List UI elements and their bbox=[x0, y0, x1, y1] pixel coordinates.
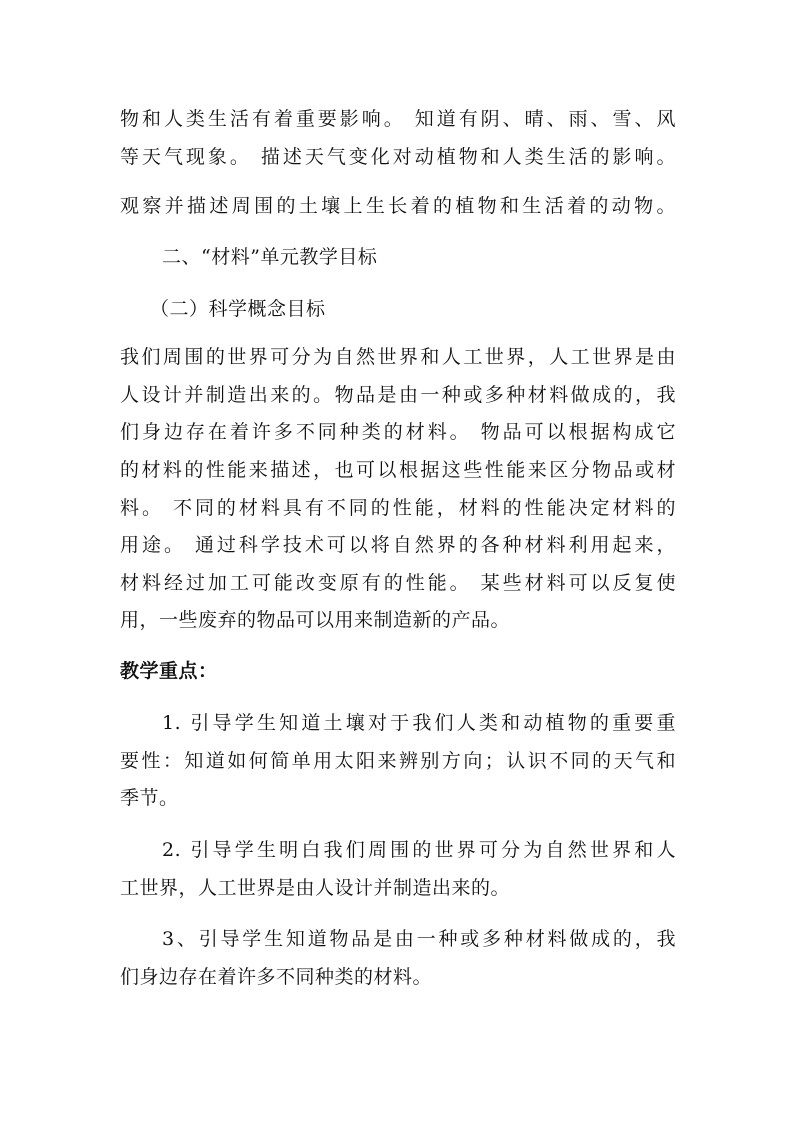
text-line: 材料经过加工可能改变原有的性能。 某些材料可以反复使 bbox=[120, 572, 676, 594]
key-points-heading: 教学重点： bbox=[120, 660, 218, 682]
text-line: 物和人类生活有着重要影响。 知道有阴、晴、雨、雪、风 bbox=[120, 108, 676, 130]
text-line: 工世界，人工世界是由人设计并制造出来的。 bbox=[120, 877, 511, 899]
text-line: 用途。 通过科学技术可以将自然界的各种材料利用起来， bbox=[120, 534, 676, 556]
text-line: 2. 引导学生明白我们周围的世界可分为自然世界和人 bbox=[162, 839, 676, 861]
text-line: 料。 不同的材料具有不同的性能，材料的性能决定材料的 bbox=[120, 497, 676, 519]
text-line: 等天气现象。 描述天气变化对动植物和人类生活的影响。 bbox=[120, 146, 676, 168]
text-line: 3、引导学生知道物品是由一种或多种材料做成的，我 bbox=[162, 928, 676, 950]
text-line: 们身边存在着许多不同种类的材料。 bbox=[120, 966, 433, 988]
text-line: 人设计并制造出来的。物品是由一种或多种材料做成的，我 bbox=[120, 384, 676, 406]
text-line: 们身边存在着许多不同种类的材料。 物品可以根据构成它 bbox=[120, 421, 676, 443]
text-line: 季节。 bbox=[120, 787, 179, 809]
subsection-heading: （二）科学概念目标 bbox=[150, 298, 326, 320]
text-line: 观察并描述周围的土壤上生长着的植物和生活着的动物。 bbox=[120, 195, 676, 217]
section-heading: 二、“材料”单元教学目标 bbox=[162, 246, 378, 268]
text-line: 要性：知道如何简单用太阳来辨别方向；认识不同的天气和 bbox=[120, 750, 676, 772]
text-line: 我们周围的世界可分为自然世界和人工世界，人工世界是由 bbox=[120, 346, 676, 368]
text-line: 的材料的性能来描述，也可以根据这些性能来区分物品或材 bbox=[120, 459, 676, 481]
text-line: 1. 引导学生知道土壤对于我们人类和动植物的重要重 bbox=[162, 712, 676, 734]
text-line: 用，一些废弃的物品可以用来制造新的产品。 bbox=[120, 609, 511, 631]
